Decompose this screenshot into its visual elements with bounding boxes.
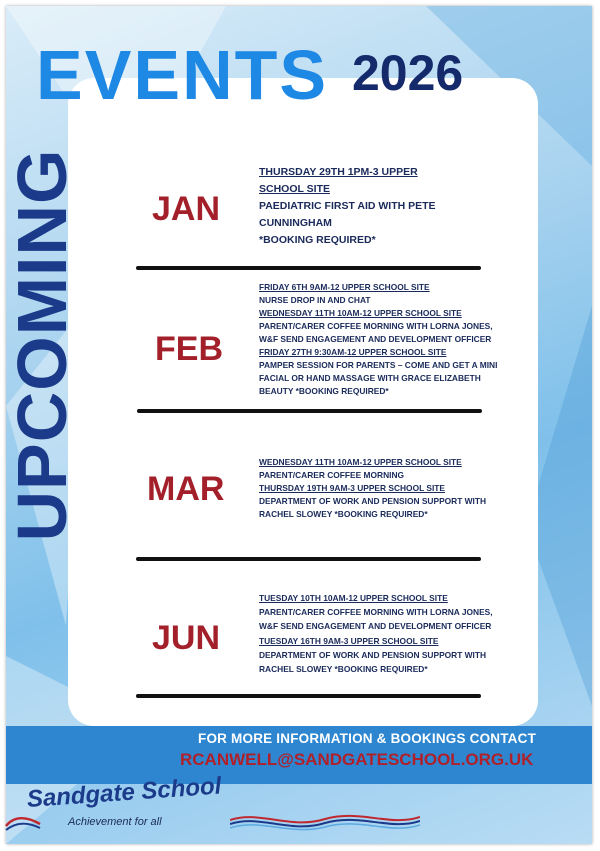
event-date-heading: WEDNESDAY 11TH 10AM-12 UPPER SCHOOL SITE bbox=[259, 457, 462, 467]
event-description: PAMPER SESSION FOR PARENTS – COME AND GET A MINI bbox=[259, 360, 498, 370]
event-description: NURSE DROP IN AND CHAT bbox=[259, 295, 371, 305]
event-date-heading: TUESDAY 10TH 10AM-12 UPPER SCHOOL SITE bbox=[259, 593, 448, 603]
event-description: W&F SEND ENGAGEMENT AND DEVELOPMENT OFFICER bbox=[259, 334, 492, 344]
school-logo-tagline: Achievement for all bbox=[68, 816, 162, 828]
footer-contact-label: FOR MORE INFORMATION & BOOKINGS CONTACT bbox=[198, 731, 537, 746]
divider bbox=[136, 557, 481, 561]
event-description: BEAUTY *BOOKING REQUIRED* bbox=[259, 386, 389, 396]
event-date-heading: WEDNESDAY 11TH 10AM-12 UPPER SCHOOL SITE bbox=[259, 308, 462, 318]
month-jan: JAN bbox=[152, 190, 221, 228]
event-description: CUNNINGHAM bbox=[259, 217, 332, 229]
event-date-heading: FRIDAY 6TH 9AM-12 UPPER SCHOOL SITE bbox=[259, 282, 430, 292]
month-mar: MAR bbox=[147, 470, 225, 508]
school-logo-name: Sandgate School bbox=[26, 772, 223, 814]
events-jun bbox=[259, 591, 493, 676]
event-description: FACIAL OR HAND MASSAGE WITH GRACE ELIZABETH bbox=[259, 373, 481, 383]
poster bbox=[3, 6, 592, 844]
event-description: PARENT/CARER COFFEE MORNING bbox=[259, 470, 405, 480]
title-year: 2026 bbox=[352, 45, 464, 101]
event-date-heading: FRIDAY 27TH 9:30AM-12 UPPER SCHOOL SITE bbox=[259, 347, 447, 357]
events-mar bbox=[259, 456, 486, 521]
events-feb bbox=[259, 281, 497, 398]
event-description: PARENT/CARER COFFEE MORNING WITH LORNA JONES, bbox=[259, 607, 493, 618]
event-description: PAEDIATRIC FIRST AID WITH PETE bbox=[259, 200, 436, 212]
event-description: W&F SEND ENGAGEMENT AND DEVELOPMENT OFFICER bbox=[259, 621, 492, 632]
event-date-heading: TUESDAY 16TH 9AM-3 UPPER SCHOOL SITE bbox=[259, 635, 439, 646]
school-logo-wave bbox=[230, 805, 420, 835]
event-date-heading: THURSDAY 29TH 1PM-3 UPPER bbox=[259, 166, 418, 178]
title-upcoming-vertical: UPCOMING bbox=[3, 148, 81, 542]
events-jan bbox=[259, 164, 436, 249]
month-feb: FEB bbox=[155, 330, 223, 368]
footer-email-link[interactable]: RCANWELL@SANDGATESCHOOL.ORG.UK bbox=[180, 750, 534, 769]
divider bbox=[136, 266, 481, 270]
event-description: PARENT/CARER COFFEE MORNING WITH LORNA JONES, bbox=[259, 321, 493, 331]
school-logo-swirl bbox=[4, 812, 44, 836]
title-events: EVENTS bbox=[36, 36, 329, 114]
event-description: *BOOKING REQUIRED* bbox=[259, 234, 376, 246]
event-description: DEPARTMENT OF WORK AND PENSION SUPPORT WITH bbox=[259, 496, 487, 506]
month-jun: JUN bbox=[152, 619, 221, 657]
event-description: DEPARTMENT OF WORK AND PENSION SUPPORT WITH bbox=[259, 649, 487, 660]
event-date-heading: THURSDAY 19TH 9AM-3 UPPER SCHOOL SITE bbox=[259, 483, 445, 493]
divider bbox=[137, 409, 482, 413]
event-description: RACHEL SLOWEY *BOOKING REQUIRED* bbox=[259, 509, 428, 519]
event-description: RACHEL SLOWEY *BOOKING REQUIRED* bbox=[259, 664, 428, 675]
divider bbox=[136, 694, 481, 698]
event-date-heading: SCHOOL SITE bbox=[259, 183, 330, 195]
